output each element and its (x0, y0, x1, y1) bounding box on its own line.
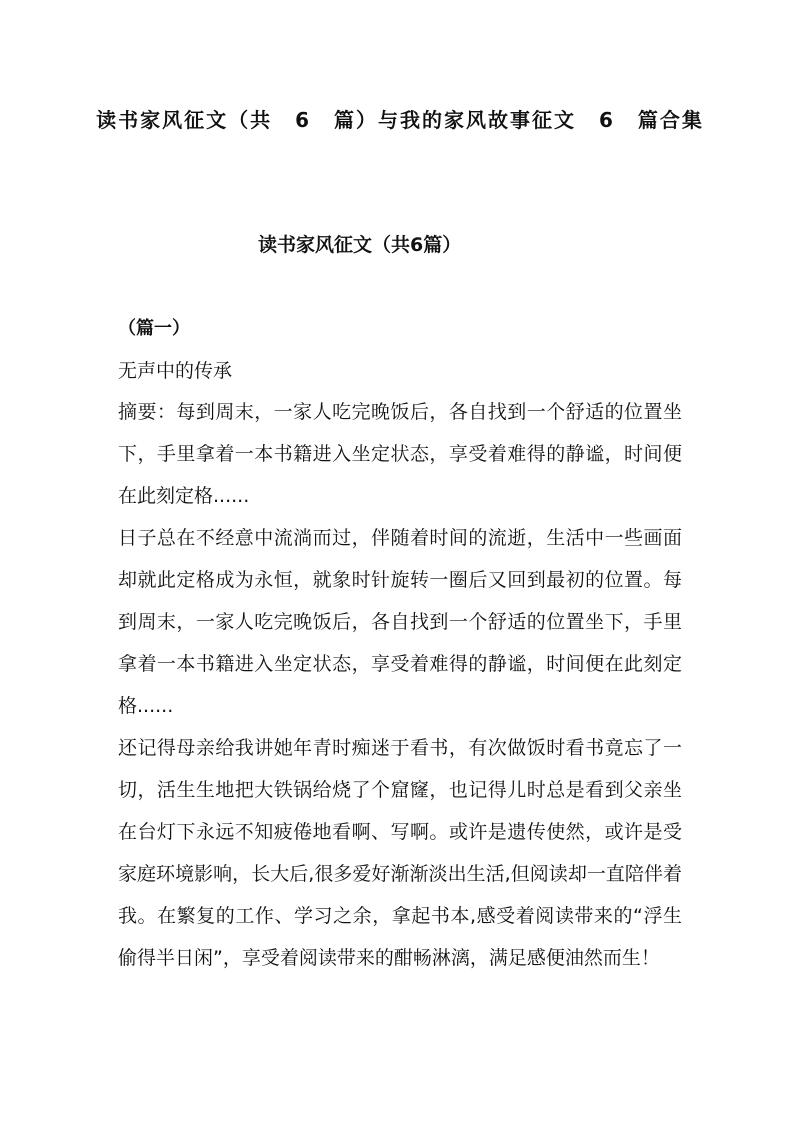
body-line: 摘要：每到周末，一家人吃完晚饭后，各自找到一个舒适的位置坐 (118, 401, 682, 423)
essay-body (118, 391, 682, 979)
body-line: 在此刻定格...... (118, 485, 250, 507)
body-line: 到周末，一家人吃完晚饭后，各自找到一个舒适的位置坐下，手里 (118, 611, 682, 633)
body-line: 日子总在不经意中流淌而过，伴随着时间的流逝，生活中一些画面 (118, 527, 682, 549)
section-label: （篇一） (118, 318, 190, 339)
body-line: 却就此定格成为永恒，就象时针旋转一圈后又回到最初的位置。每 (118, 569, 682, 591)
body-line: 还记得母亲给我讲她年青时痴迷于看书，有次做饭时看书竟忘了一 (118, 737, 682, 759)
body-line: 拿着一本书籍进入坐定状态，享受着难得的静谧，时间便在此刻定 (118, 653, 682, 675)
body-line: 格...... (118, 695, 174, 717)
essay-title: 无声中的传承 (118, 360, 233, 382)
body-line: 切，活生生地把大铁锅给烧了个窟窿，也记得儿时总是看到父亲坐 (118, 779, 682, 801)
body-line: 家庭环境影响，长大后,很多爱好渐渐淡出生活,但阅读却一直陪伴着 (118, 863, 682, 885)
body-line: 在台灯下永远不知疲倦地看啊、写啊。或许是遗传使然，或许是受 (118, 821, 682, 843)
body-line: 下，手里拿着一本书籍进入坐定状态，享受着难得的静谧，时间便 (118, 443, 682, 465)
body-line: 偷得半日闲”，享受着阅读带来的酣畅淋漓，满足感便油然而生！ (118, 947, 660, 969)
document-sub-title: 读书家风征文（共6篇） (258, 234, 462, 256)
document-main-title: 读书家风征文（共 6 篇）与我的家风故事征文 6 篇合集 (96, 108, 704, 132)
body-line: 我。在繁复的工作、学习之余，拿起书本,感受着阅读带来的“浮生 (118, 905, 682, 927)
